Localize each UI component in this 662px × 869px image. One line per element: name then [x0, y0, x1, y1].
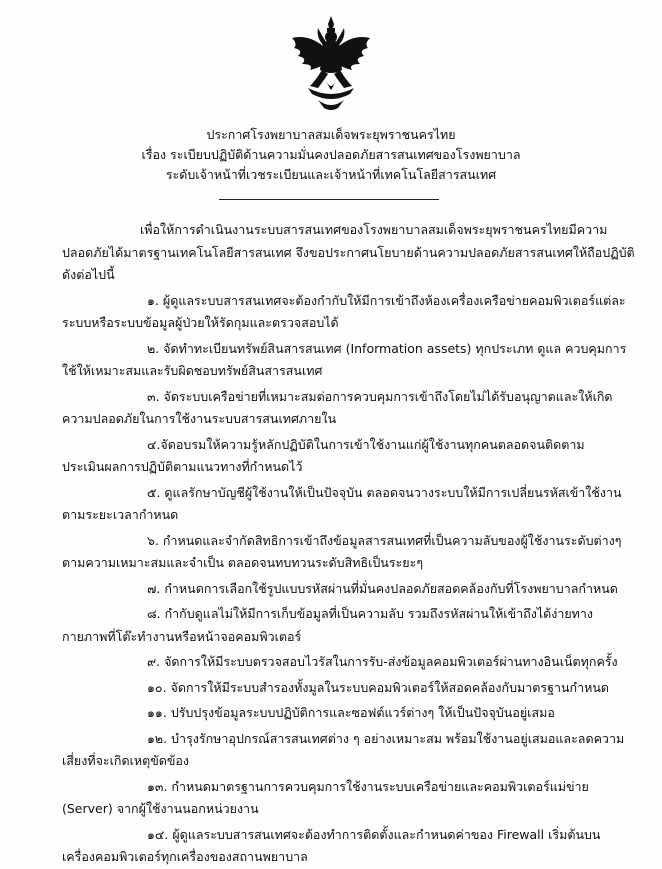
list-item: ๑๐. จัดการให้มีระบบสำรองทั้งมูลในระบบคอมพิวเตอร์ให้สอดคล้องกับมาตรฐานกำหนด: [147, 679, 610, 695]
list-item-continuation: ตามความเหมาะสมและจำเป็น ตลอดจนทบทวนระดับสิทธิเป็นระยะๆ: [62, 555, 424, 570]
list-item-continuation: เสี่ยงที่จะเกิดเหตุขัดข้อง: [62, 753, 190, 768]
list-item-continuation: ตามระยะเวลากำหนด: [62, 507, 179, 522]
list-item-continuation: ระบบหรือระบบข้อมูลผู้ป่วยให้รัดกุมและตรวจสอบได้: [62, 315, 339, 330]
list-item: ๔.จัดอบรมให้ความรู้หลักปฏิบัติในการเข้าใช้งานแก่ผู้ใช้งานทุกคนตลอดจนติดตาม: [147, 436, 585, 452]
intro-line: ดังต่อไปนี้: [62, 267, 115, 282]
list-item: ๖. กำหนดและจำกัดสิทธิการเข้าถึงข้อมูลสารสนเทศที่เป็นความลับของผู้ใช้งานระดับต่างๆ: [147, 532, 622, 548]
list-item-continuation: ประเมินผลการปฏิบัติตามแนวทางที่กำหนดไว้: [62, 459, 303, 474]
list-item: ๘. กำกับดูแลไม่ให้มีการเก็บข้อมูลที่เป็นความลับ รวมถึงรหัสผ่านให้เข้าถึงได้ง่ายทาง: [147, 606, 594, 621]
list-item: ๑๒. บำรุงรักษาอุปกรณ์สารสนเทศต่าง ๆ อย่างเหมาะสม พร้อมใช้งานอยู่เสมอและลดความ: [147, 730, 625, 746]
list-item: ๗. กำหนดการเลือกใช้รูปแบบรหัสผ่านที่มั่นคงปลอดภัยสอดคล้องกับที่โรงพยาบาลกำหนด: [147, 580, 618, 596]
list-item: ๓. จัดระบบเครือข่ายที่เหมาะสมต่อการควบคุมการเข้าถึงโดยไม่ได้รับอนุญาตและให้เกิด: [147, 388, 613, 404]
announcement-header: [0, 125, 662, 185]
garuda-emblem-icon: [288, 14, 374, 114]
list-item: ๑. ผู้ดูแลระบบสารสนเทศจะต้องกำกับให้มีการเข้าถึงห้องเครื่องเครือข่ายคอมพิวเตอร์แต่ละ: [147, 292, 626, 308]
list-item-continuation: ใช้ให้เหมาะสมและรับผิดชอบทรัพย์สินสารสนเทศ: [62, 363, 323, 378]
announcement-title: ประกาศโรงพยาบาลสมเด็จพระยุพราชนครไทย: [206, 127, 456, 142]
announcement-subject: เรื่อง ระเบียบปฏิบัติด้านความมั่นคงปลอดภัยสารสนเทศของโรงพยาบาล: [141, 147, 521, 162]
list-item: ๑๑. ปรับปรุงข้อมูลระบบปฏิบัติการและซอฟต์แวร์ต่างๆ ให้เป็นปัจจุบันอยู่เสมอ: [147, 705, 555, 720]
list-item-continuation: (Server) จากผู้ใช้งานนอกหน่วยงาน: [62, 801, 259, 816]
list-item-continuation: กายภาพที่โต๊ะทำงานหรือหน้าจอคอมพิวเตอร์: [62, 628, 302, 644]
intro-line: ปลอดภัยได้มาตรฐานเทคโนโลยีสารสนเทศ จึงขอประกาศนโยบายด้านความปลอดภัยสารสนเทศให้ถือปฏิบัติ: [62, 244, 635, 260]
list-item-continuation: ความปลอดภัยในการใช้งานระบบสารสนเทศภายใน: [62, 411, 337, 426]
announcement-body: [62, 219, 635, 869]
header-divider: [219, 199, 439, 200]
intro-line: เพื่อให้การดำเนินงานระบบสารสนเทศของโรงพยาบาลสมเด็จพระยุพราชนครไทยมีความ: [140, 222, 608, 237]
list-item-continuation: เครื่องคอมพิวเตอร์ทุกเครื่องของสถานพยาบาล: [62, 849, 308, 864]
list-item: ๙. จัดการให้มีระบบตรวจสอบไวรัสในการรับ-ส่งข้อมูลคอมพิวเตอร์ผ่านทางอินเน็ตทุกครั้ง: [147, 654, 618, 669]
list-item: ๑๓. กำหนดมาตรฐานการควบคุมการใช้งานระบบเครือข่ายและคอมพิวเตอร์แม่ข่าย: [147, 778, 589, 794]
list-item: ๒. จัดทำทะเบียนทรัพย์สินสารสนเทศ (Information assets) ทุกประเภท ดูแล ควบคุมการ: [147, 340, 627, 356]
list-item: ๑๔. ผู้ดูแลระบบสารสนเทศจะต้องทำการติดตั้งและกำหนดค่าของ Firewall เริ่มต้นบน: [147, 826, 601, 842]
announcement-scope: ระดับเจ้าหน้าที่เวชระเบียนและเจ้าหน้าที่เทคโนโลยีสารสนเทศ: [165, 167, 497, 182]
list-item: ๕. ดูแลรักษาบัญชีผู้ใช้งานให้เป็นปัจจุบัน ตลอดจนวางระบบให้มีการเปลี่ยนรหัสเข้าใช้งาน: [147, 484, 622, 500]
